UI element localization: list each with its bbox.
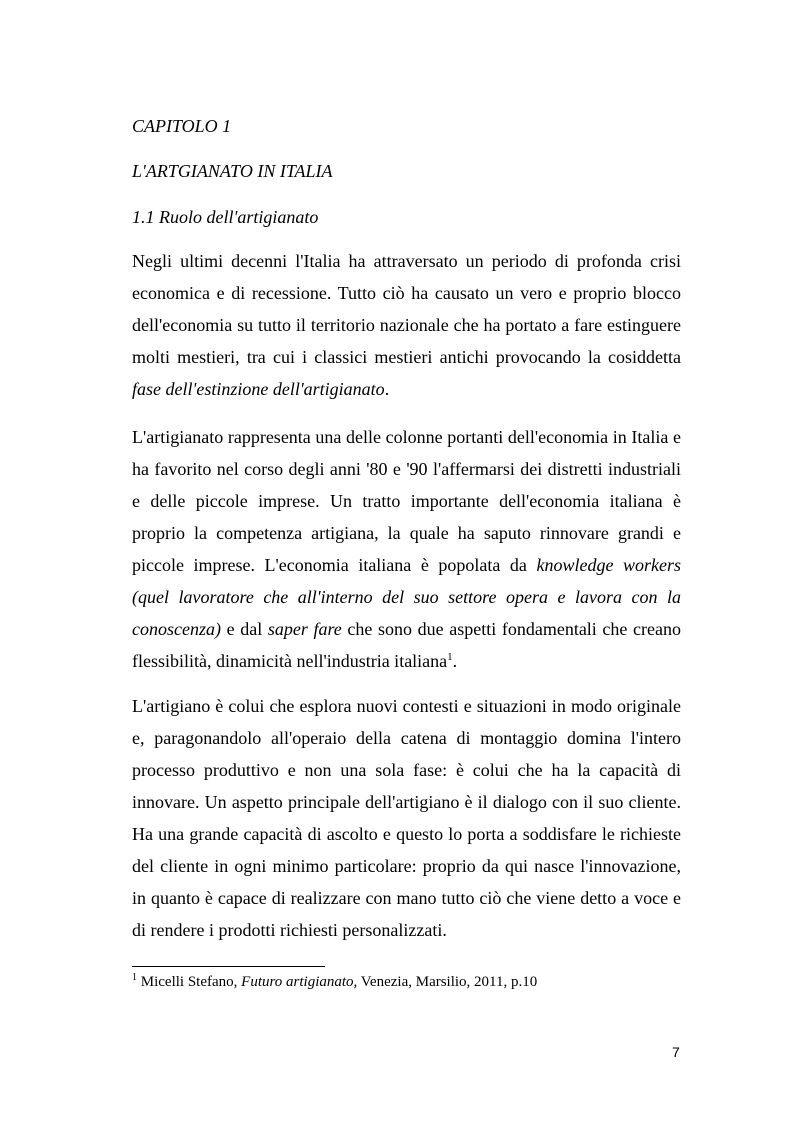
footnote-divider xyxy=(132,966,325,967)
page-number: 7 xyxy=(672,1044,680,1060)
footnote-number: 1 xyxy=(132,972,137,983)
paragraph-2-emphasis-saper-fare: saper fare xyxy=(267,619,342,639)
paragraph-2-end: . xyxy=(452,651,458,671)
paragraph-3 xyxy=(132,690,681,946)
paragraph-2 xyxy=(132,421,681,677)
chapter-label: CAPITOLO 1 xyxy=(132,116,232,136)
paragraph-1 xyxy=(132,245,681,405)
paragraph-1-end: . xyxy=(384,379,390,399)
footnote-publication: Venezia, Marsilio, 2011, p.10 xyxy=(357,974,538,990)
paragraph-2-emphasis-knowledge-workers: knowledge workers (quel lavoratore che all'interno del suo settore opera e lavora con la conoscenza) xyxy=(132,555,681,639)
paragraph-1-text: Negli ultimi decenni l'Italia ha attraversato un periodo di profonda crisi economica e di recessione. Tutto ciò ha causato un vero e proprio blocco dell'economia su tutto il territorio nazionale che ha portato a fare estinguere molti mestieri, tra cui i classici mestieri antichi provocando la cosiddetta xyxy=(132,251,681,367)
footnote-work-title: Futuro artigianato, xyxy=(241,974,358,990)
paragraph-2-text-c: che sono due aspetti fondamentali che creano flessibilità, dinamicità nell'industria italiana xyxy=(132,619,681,671)
chapter-title: L'ARTGIANATO IN ITALIA xyxy=(132,161,333,181)
section-heading: 1.1 Ruolo dell'artigianato xyxy=(132,207,319,227)
paragraph-2-text: L'artigianato rappresenta una delle colonne portanti dell'economia in Italia e ha favorito nel corso degli anni '80 e '90 l'affermarsi dei distretti industriali e delle piccole imprese. Un tratto importante dell'economia italiana è proprio la competenza artigiana, la quale ha saputo rinnovare grandi e piccole imprese. L'economia italiana è popolata da xyxy=(132,427,681,575)
footnote-reference[interactable]: 1 xyxy=(447,651,453,663)
footnote-author: Micelli Stefano, xyxy=(137,974,242,990)
footnote xyxy=(132,972,537,992)
paragraph-2-text-b: e dal xyxy=(220,619,268,639)
paragraph-3-text: L'artigiano è colui che esplora nuovi contesti e situazioni in modo originale e, paragonandolo all'operaio della catena di montaggio domina l'intero processo produttivo e non una sola fase: è colui che ha la capacità di innovare. Un aspetto principale dell'artigiano è il dialogo con il suo cliente. Ha una grande capacità di ascolto e questo lo porta a soddisfare le richieste del cliente in ogni minimo particolare: proprio da qui nasce l'innovazione, in quanto è capace di realizzare con mano tutto ciò che viene detto a voce e di rendere i prodotti richiesti personalizzati. xyxy=(132,696,681,940)
paragraph-1-emphasis: fase dell'estinzione dell'artigianato xyxy=(132,379,385,399)
